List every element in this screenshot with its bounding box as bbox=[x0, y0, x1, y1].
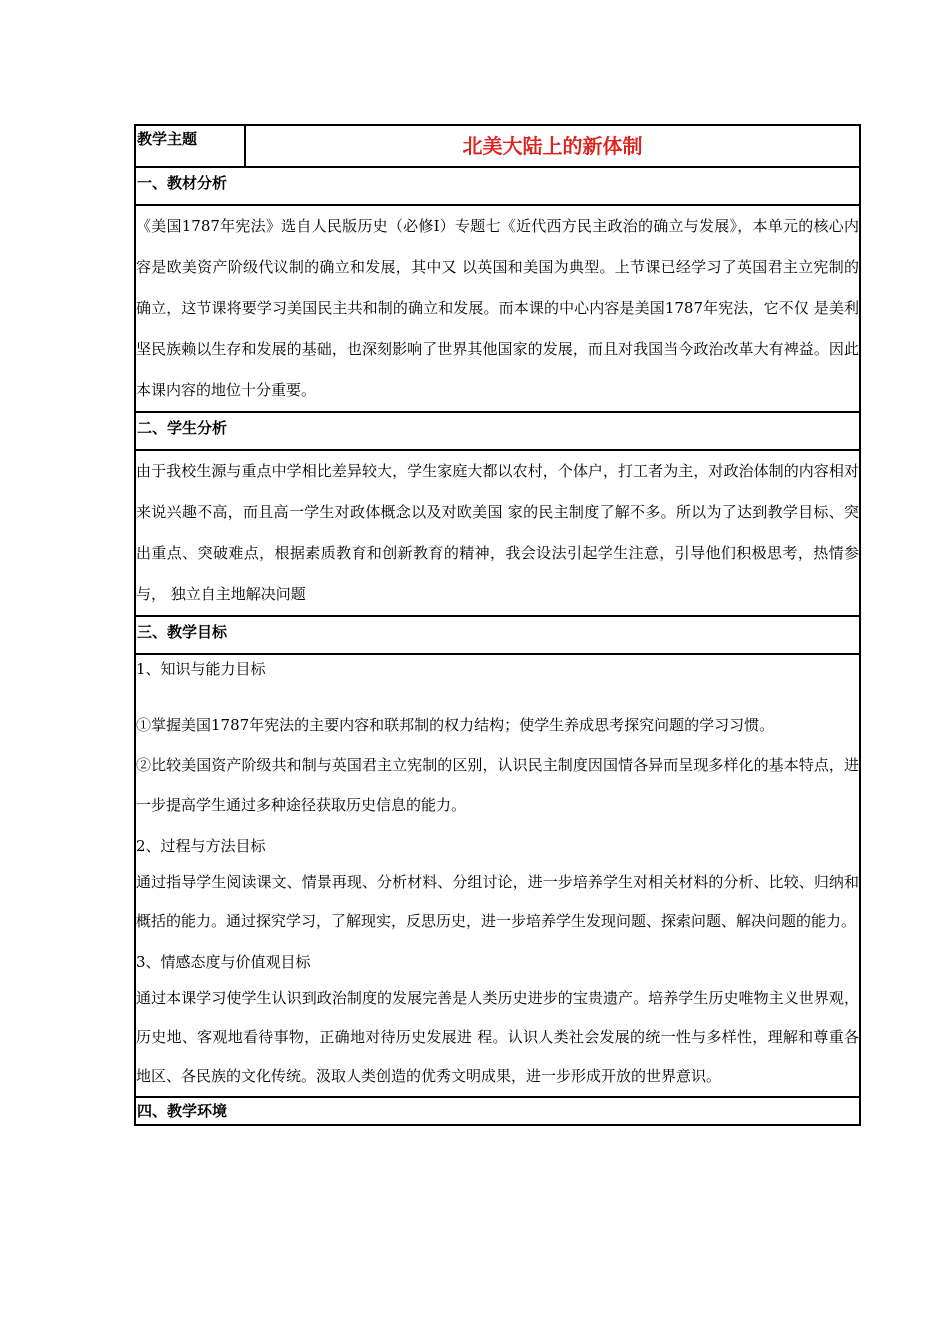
teaching-goals bbox=[136, 655, 859, 1096]
lesson-plan-table bbox=[134, 124, 861, 1126]
goal-1-heading: 1、知识与能力目标 bbox=[136, 660, 266, 678]
title-row bbox=[135, 125, 860, 167]
section-1-body-cell bbox=[135, 205, 860, 412]
section-2-heading-row bbox=[135, 412, 860, 450]
section-1-text: 《美国1787年宪法》选自人民版历史（必修Ⅰ）专题七《近代西方民主政治的确立与发展》，本单元的核心内容是欧美资产阶级代议制的确立和发展，其中又 以英国和美国为典型。上节课已经学习了英国君主立宪制的确立，这节课将要学习美国民主共和制的确立和发展。而本课的中心内容是美国1787年宪法，它不仅 是美利坚民族赖以生存和发展的基础，也深刻影响了世界其他国家的发展，而且对我国当今政治改革大有裨益。因此本课内容的地位十分重要。 bbox=[136, 217, 859, 399]
section-1-heading: 一、教材分析 bbox=[137, 174, 228, 192]
title-cell bbox=[245, 125, 860, 167]
section-3-body-cell bbox=[135, 654, 860, 1097]
goal-3-heading: 3、情感态度与价值观目标 bbox=[136, 953, 311, 971]
section-1-body-row bbox=[135, 205, 860, 412]
section-2-text: 由于我校生源与重点中学相比差异较大，学生家庭大都以农村，个体户，打工者为主，对政治体制的内容相对来说兴趣不高，而且高一学生对政体概念以及对欧美国 家的民主制度了解不多。所以为了达到教学目标、突出重点、突破难点，根据素质教育和创新教育的精神，我会设法引起学生注意，引导他们积极思考，热情参与， 独立自主地解决问题 bbox=[136, 462, 859, 603]
section-3-heading-cell bbox=[135, 616, 860, 654]
section-3-heading: 三、教学目标 bbox=[137, 623, 228, 641]
goal-1-item-1: ①掌握美国1787年宪法的主要内容和联邦制的权力结构；使学生养成思考探究问题的学习习惯。 bbox=[136, 716, 775, 734]
spacer bbox=[136, 683, 859, 705]
topic-label-cell bbox=[135, 125, 245, 167]
goal-3-text: 通过本课学习使学生认识到政治制度的发展完善是人类历史进步的宝贵遗产。培养学生历史唯物主义世界观，历史地、客观地看待事物，正确地对待历史发展进 程。认识人类社会发展的统一性与多样性，理解和尊重各地区、各民族的文化传统。汲取人类创造的优秀文明成果，进一步形成开放的世界意识。 bbox=[136, 989, 859, 1085]
section-4-heading-row bbox=[135, 1097, 860, 1125]
topic-label: 教学主题 bbox=[137, 130, 198, 148]
section-1-heading-row bbox=[135, 167, 860, 205]
section-4-heading: 四、教学环境 bbox=[137, 1102, 228, 1120]
section-2-body-cell bbox=[135, 450, 860, 616]
section-2-body-row bbox=[135, 450, 860, 616]
goal-2-text: 通过指导学生阅读课文、情景再现、分析材料、分组讨论，进一步培养学生对相关材料的分析、比较、归纳和概括的能力。通过探究学习，了解现实，反思历史，进一步培养学生发现问题、探索问题、解决问题的能力。 bbox=[136, 873, 859, 930]
lesson-plan-sheet bbox=[134, 124, 861, 1126]
page-title: 北美大陆上的新体制 bbox=[462, 134, 643, 158]
goal-2-heading: 2、过程与方法目标 bbox=[136, 837, 266, 855]
section-1-heading-cell bbox=[135, 167, 860, 205]
section-3-heading-row bbox=[135, 616, 860, 654]
section-2-heading-cell bbox=[135, 412, 860, 450]
goal-1-item-2: ②比较美国资产阶级共和制与英国君主立宪制的区别，认识民主制度因国情各异而呈现多样化的基本特点，进一步提高学生通过多种途径获取历史信息的能力。 bbox=[136, 756, 859, 814]
section-4-heading-cell bbox=[135, 1097, 860, 1125]
section-3-body-row bbox=[135, 654, 860, 1097]
section-2-heading: 二、学生分析 bbox=[137, 419, 228, 437]
